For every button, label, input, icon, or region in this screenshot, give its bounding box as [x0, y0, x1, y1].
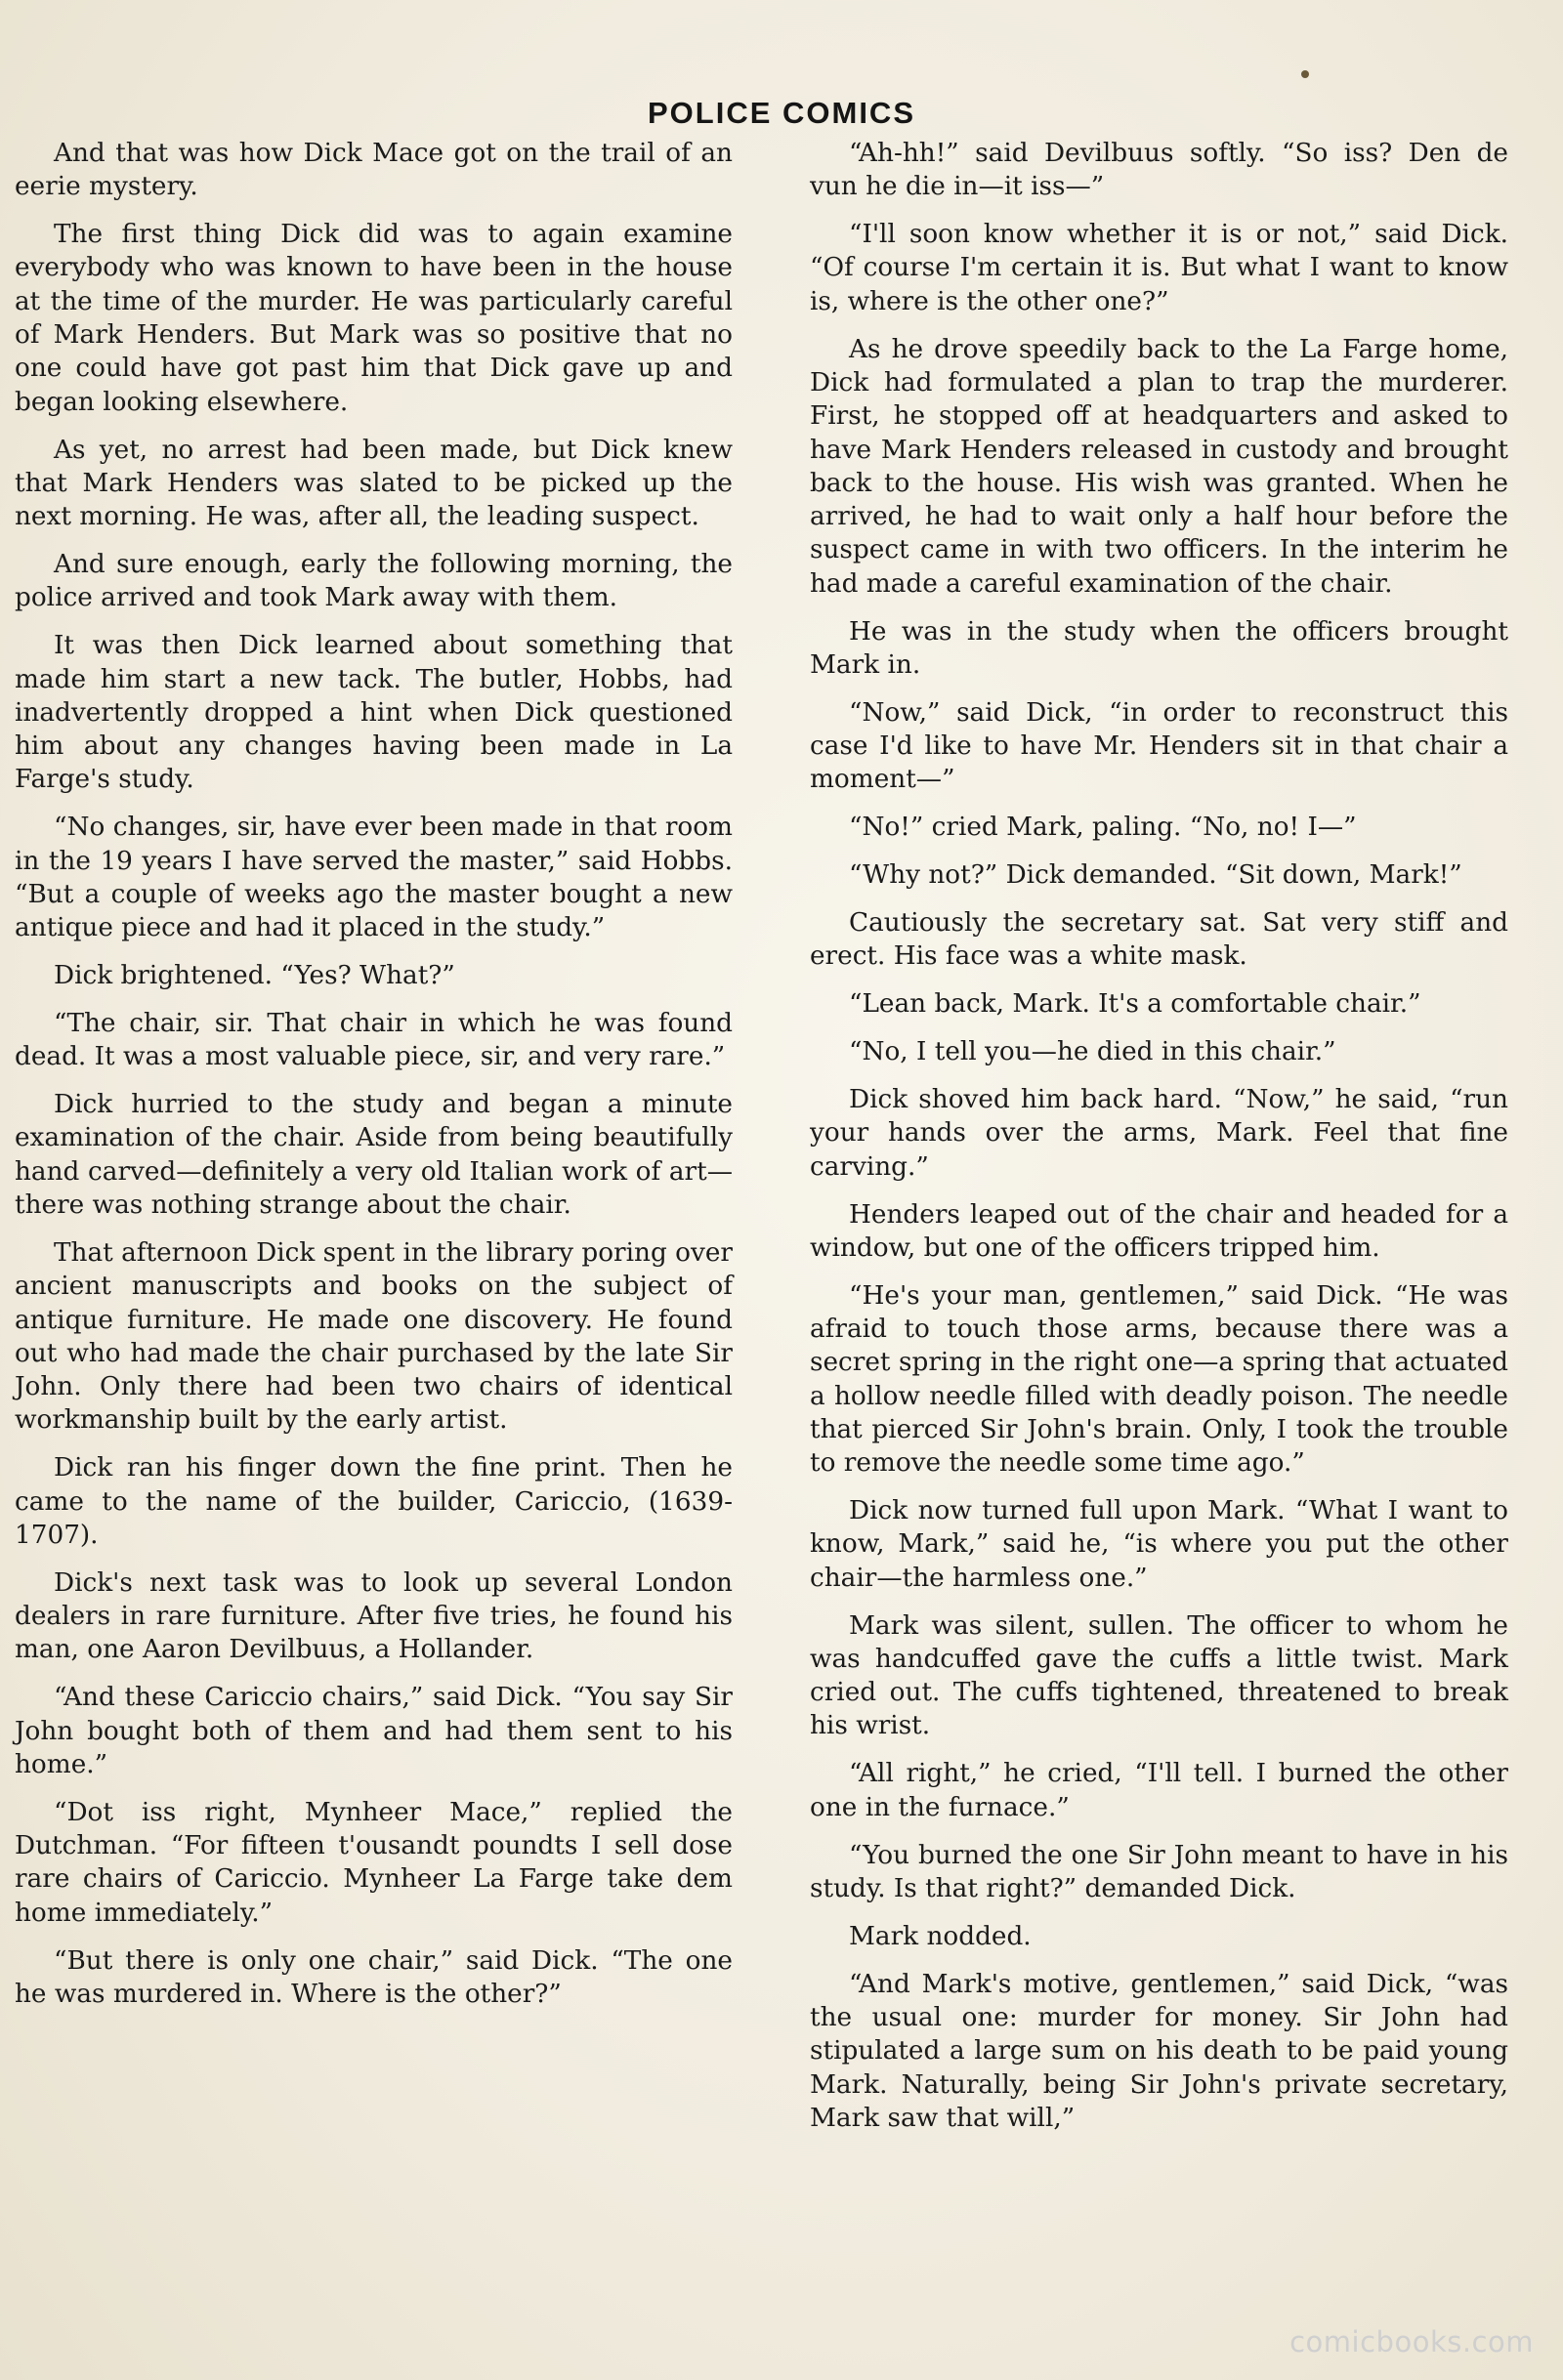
- paragraph: “No changes, sir, have ever been made in that room in the 19 years I have served the master,” said Hobbs. “But a couple of weeks ago the master bought a new antique piece and had it placed in the study.”: [15, 813, 733, 943]
- paragraph: “You burned the one Sir John meant to have in his study. Is that right?” demanded Dick.: [810, 1840, 1508, 1903]
- ink-speck: [1301, 70, 1309, 78]
- paragraph: Dick's next task was to look up several London dealers in rare furniture. After five tries, he found his man, one Aaron Devilbuus, a Hollander.: [15, 1567, 733, 1665]
- paragraph: As yet, no arrest had been made, but Dick knew that Mark Henders was slated to be picked up the next morning. He was, after all, the leading suspect.: [15, 435, 733, 532]
- paragraph: “Why not?” Dick demanded. “Sit down, Mark!”: [849, 860, 1462, 891]
- paragraph: And sure enough, early the following morning, the police arrived and took Mark away with them.: [15, 550, 733, 613]
- paragraph: “He's your man, gentlemen,” said Dick. “He was afraid to touch those arms, because there was a secret spring in the right one—a spring that actuated a hollow needle filled with deadly poison. The needle that pierced Sir John's brain. Only, I took the trouble to remove the needle some time ago.”: [810, 1280, 1508, 1479]
- paragraph: “And Mark's motive, gentlemen,” said Dick, “was the usual one: murder for money. Sir John had stipulated a large sum on his death to be paid young Mark. Naturally, being Sir John's private secretary, Mark saw that will,”: [810, 1969, 1508, 2133]
- source-watermark: comicbooks.com: [1289, 2325, 1534, 2359]
- paragraph: “Ah-hh!” said Devilbuus softly. “So iss? Den de vun he die in—it iss—”: [810, 139, 1508, 202]
- paragraph: “Now,” said Dick, “in order to reconstruct this case I'd like to have Mr. Henders sit in that chair a moment—”: [810, 697, 1508, 795]
- paragraph: “And these Cariccio chairs,” said Dick. “You say Sir John bought both of them and had them sent to his home.”: [15, 1683, 733, 1779]
- paragraph: Dick ran his finger down the fine print. Then he came to the name of the builder, Cariccio, (1639-1707).: [15, 1453, 733, 1550]
- page-header: POLICE COMICS: [647, 96, 915, 130]
- paragraph: Dick shoved him back hard. “Now,” he said, “run your hands over the arms, Mark. Feel that fine carving.”: [810, 1085, 1508, 1182]
- paragraph: He was in the study when the officers brought Mark in.: [810, 616, 1508, 680]
- paragraph: Cautiously the secretary sat. Sat very stiff and erect. His face was a white mask.: [810, 908, 1508, 972]
- paragraph: “No, I tell you—he died in this chair.”: [849, 1037, 1336, 1067]
- paragraph: And that was how Dick Mace got on the trail of an eerie mystery.: [15, 139, 733, 202]
- paragraph: “But there is only one chair,” said Dick. “The one he was murdered in. Where is the other?”: [15, 1945, 733, 2009]
- paragraph: “I'll soon know whether it is or not,” said Dick. “Of course I'm certain it is. But what I want to know is, where is the other one?”: [810, 220, 1508, 316]
- paragraph: “Dot iss right, Mynheer Mace,” replied the Dutchman. “For fifteen t'ousandt poundts I sell dose rare chairs of Cariccio. Mynheer La Farge take dem home immediately.”: [15, 1797, 733, 1928]
- paragraph: Dick brightened. “Yes? What?”: [54, 961, 455, 991]
- paragraph: “All right,” he cried, “I'll tell. I burned the other one in the furnace.”: [810, 1759, 1508, 1822]
- paragraph: “The chair, sir. That chair in which he was found dead. It was a most valuable piece, sir, and very rare.”: [15, 1008, 733, 1072]
- paragraph: Dick hurried to the study and began a minute examination of the chair. Aside from being beautifully hand carved—definitely a very old Italian work of art—there was nothing strange about the chair.: [15, 1090, 733, 1221]
- paragraph: “No!” cried Mark, paling. “No, no! I—”: [849, 813, 1357, 843]
- paragraph: Mark nodded.: [849, 1921, 1032, 1951]
- paragraph: Henders leaped out of the chair and headed for a window, but one of the officers tripped him.: [810, 1199, 1508, 1263]
- paragraph: The first thing Dick did was to again examine everybody who was known to have been in the house at the time of the murder. He was particularly careful of Mark Henders. But Mark was so positive that no one could have got past him that Dick gave up and began looking elsewhere.: [15, 220, 733, 417]
- paragraph: Dick now turned full upon Mark. “What I want to know, Mark,” said he, “is where you put the other chair—the harmless one.”: [810, 1496, 1508, 1593]
- paragraph: That afternoon Dick spent in the library poring over ancient manuscripts and books on the subject of antique furniture. He made one discovery. He found out who had made the chair purchased by the late Sir John. Only there had been two chairs of identical workmanship built by the early artist.: [15, 1237, 733, 1436]
- paragraph: It was then Dick learned about something that made him start a new tack. The butler, Hobbs, had inadvertently dropped a hint when Dick questioned him about any changes having been made in La Farge's study.: [15, 631, 733, 795]
- left-text-column: [15, 137, 733, 2025]
- right-text-column: [810, 137, 1508, 2150]
- paragraph: Mark was silent, sullen. The officer to whom he was handcuffed gave the cuffs a little twist. Mark cried out. The cuffs tightened, threatened to break his wrist.: [810, 1610, 1508, 1741]
- paragraph: As he drove speedily back to the La Farge home, Dick had formulated a plan to trap the murderer. First, he stopped off at headquarters and asked to have Mark Henders released in custody and brought back to the house. His wish was granted. When he arrived, he had to wait only a half hour before the suspect came in with two officers. In the interim he had made a careful examination of the chair.: [810, 334, 1508, 599]
- paragraph: “Lean back, Mark. It's a comfortable chair.”: [849, 989, 1421, 1020]
